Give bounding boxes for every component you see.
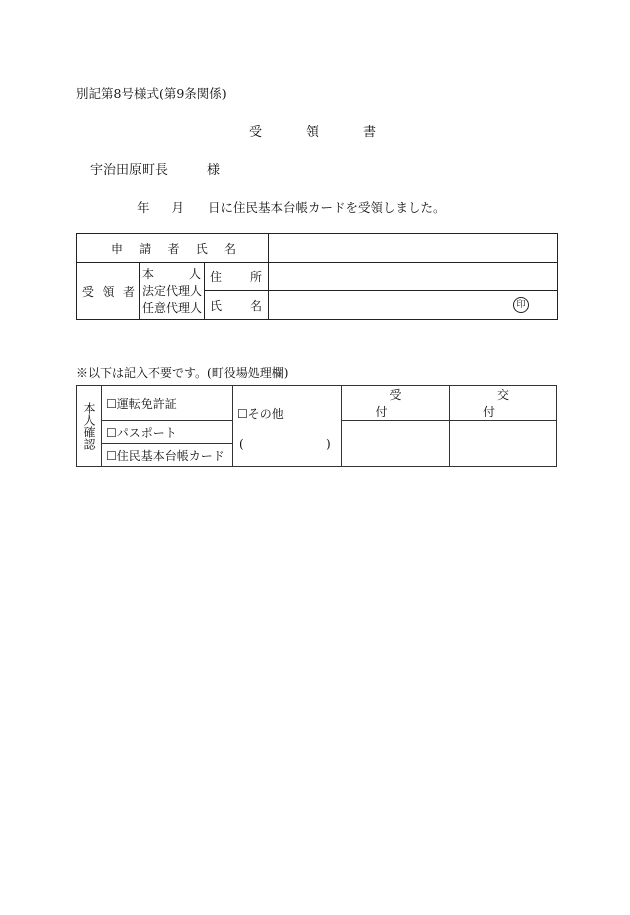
applicant-name-label: 申 請 者 氏 名 bbox=[77, 234, 269, 263]
office-use-note: ※以下は記入不要です。(町役場処理欄) bbox=[76, 366, 289, 380]
delivery-stamp-field[interactable] bbox=[450, 421, 557, 467]
checkbox-other[interactable] bbox=[233, 386, 342, 467]
document-title: 受領書 bbox=[249, 125, 421, 140]
form-number: 別記第8号様式(第9条関係) bbox=[76, 86, 227, 101]
receiver-label: 受 領 者 bbox=[77, 263, 140, 320]
receipt-form-table bbox=[76, 233, 558, 320]
name-label: 氏 名 bbox=[205, 291, 269, 320]
addressee-name: 宇治田原町長 bbox=[90, 163, 169, 178]
checkbox-passport[interactable]: ☐パスポート bbox=[102, 421, 233, 444]
role-legal-agent: 法定代理人 bbox=[142, 283, 203, 298]
name-field[interactable] bbox=[269, 291, 558, 320]
role-self: 本 人 bbox=[142, 266, 201, 281]
other-paren-open: ( bbox=[239, 437, 244, 451]
address-field[interactable] bbox=[269, 263, 558, 291]
seal-mark-icon: 印 bbox=[513, 297, 529, 313]
date-year-label: 年 bbox=[137, 200, 150, 215]
identity-check-label: 本人確認 bbox=[77, 386, 102, 467]
date-day-sentence: 日に住民基本台帳カードを受領しました。 bbox=[208, 200, 446, 215]
checkbox-drivers-license[interactable]: ☐運転免許証 bbox=[102, 386, 233, 421]
delivery-header: 交付 bbox=[450, 386, 557, 421]
receipt-statement bbox=[137, 198, 446, 216]
other-paren-close: ) bbox=[326, 437, 331, 451]
receiver-role-options bbox=[140, 263, 205, 320]
applicant-name-field[interactable] bbox=[269, 234, 558, 263]
reception-header: 受付 bbox=[342, 386, 450, 421]
checkbox-basic-resident-card[interactable]: ☐住民基本台帳カード bbox=[102, 444, 233, 467]
other-label: ☐その他 bbox=[237, 407, 284, 421]
date-month-label: 月 bbox=[171, 200, 185, 215]
address-label: 住 所 bbox=[205, 263, 269, 291]
addressee bbox=[90, 159, 221, 178]
role-voluntary-agent: 任意代理人 bbox=[142, 300, 203, 315]
reception-stamp-field[interactable] bbox=[342, 421, 450, 467]
office-processing-table bbox=[76, 385, 557, 467]
honorific: 様 bbox=[207, 163, 221, 178]
